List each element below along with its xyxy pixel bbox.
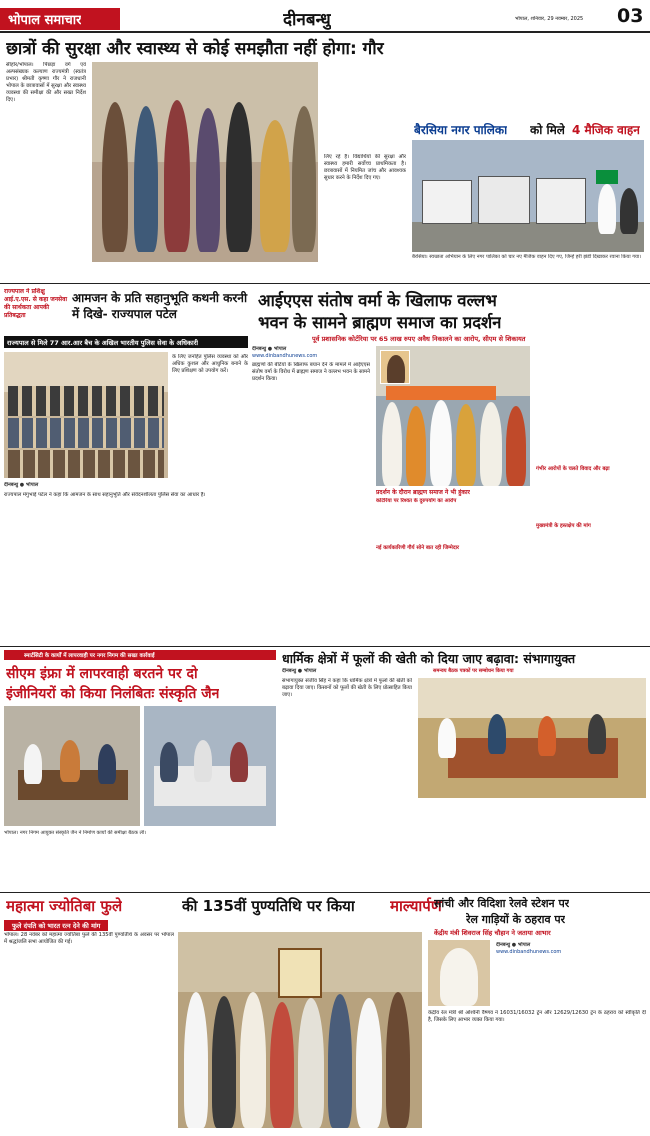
story-phule-tag: फुले दंपति को भारत रत्न देने की मांग	[4, 920, 108, 931]
story-governor-body-right: के लिए जनहित पुलिस व्यवस्था को और अधिक कुशल और आधुनिक बनाने के लिए प्रशिक्षण को उपयोग करें।	[172, 354, 248, 374]
story-phule-photo	[178, 932, 422, 1128]
story-rail-body: केंद्रीय रेल मंत्री श्री अश्विनी वैष्णव ने 16031/16032 ट्रेन और 12629/12630 ट्रेन के ठहराव को स्वीकृति दी है, जिसके लिए आभार व्यक्त किया गया।	[428, 1010, 646, 1023]
story-phule-body: भोपाल। 28 नवंबर को महात्मा ज्योतिबा फुले की 135वीं पुण्यतिथि के अवसर पर भोपाल में श्रद्धांजलि सभा आयोजित की गई।	[4, 932, 174, 945]
photo-person	[538, 716, 556, 756]
story-rail-headline-2: रेल गाड़ियों के ठहराव पर	[466, 913, 566, 926]
story-protest-col4	[536, 346, 646, 636]
photo-person	[382, 402, 402, 486]
story-vehicles-photo	[412, 140, 644, 252]
photo-person	[196, 108, 220, 252]
story-vehicles-headline-b: को मिले	[530, 123, 565, 137]
photo-person	[506, 406, 526, 486]
photo-person	[270, 1002, 294, 1128]
story-rail-subhead: केंद्रीय मंत्री शिवराज सिंह चौहान ने जताया आभार	[434, 929, 551, 937]
photo-person	[588, 714, 606, 754]
story-phule-headline-a: महात्मा ज्योतिबा फुले	[6, 897, 123, 915]
story-phule-headline-c: माल्यार्पण	[390, 897, 442, 915]
story-protest-caption: प्रदर्शन के दौरान ब्राह्मण समाज ने भी हुंकार	[376, 489, 470, 496]
photo-person	[184, 992, 208, 1128]
portrait-person	[440, 948, 478, 1006]
photo-person	[134, 106, 158, 252]
story-protest-subhead: पूर्व प्रशासनिक कोर्टरिया पर 65 लाख रुपए अवैध निकालने का आरोप, सीएम से शिकायत	[312, 335, 526, 343]
photo-row	[8, 418, 164, 448]
story-protest-col3	[376, 498, 502, 638]
story-rail-web: www.dinbandhunews.com	[496, 949, 562, 955]
photo-person	[328, 994, 352, 1128]
photo-person	[230, 742, 248, 782]
divider	[0, 646, 650, 647]
story-governor-photo	[4, 352, 168, 478]
photo-person	[212, 996, 236, 1128]
story-infra-photo-left	[4, 706, 140, 826]
story-protest-col3-heading-2: नई कार्यकारिणी गौर्य सोने बात रही जिम्मेदार	[376, 545, 460, 551]
story-governor	[4, 288, 248, 643]
photo-person	[226, 102, 252, 252]
inset-portrait	[387, 355, 405, 384]
photo-person	[438, 718, 456, 758]
story-protest-photo-inset	[380, 350, 410, 384]
portrait-frame	[278, 948, 322, 998]
story-protest-col4-heading-b: गंभीर आरोपों के चलते विवाद और बढ़ा	[536, 466, 610, 472]
story-phule-headline-b: की 135वीं पुण्यतिथि पर किया	[182, 897, 355, 915]
photo-person	[260, 120, 290, 252]
story-governor-kicker: राज्यपाल ने प्रशिक्षु आई.ए.एस. से कहा जनसेवा की सार्थकता आपकी प्रतिबद्धता	[4, 288, 68, 319]
story-railway-halt	[428, 896, 646, 1132]
story-protest-headline-1: आईएएस संतोष वर्मा के खिलाफ वल्लभ	[258, 291, 497, 310]
photo-person	[102, 102, 128, 252]
page-number: 03	[617, 5, 644, 27]
story-hostel-safety	[6, 36, 406, 276]
vehicle	[536, 178, 586, 224]
photo-person	[406, 406, 426, 486]
story-hostel-photo	[92, 62, 318, 262]
photo-person	[430, 400, 452, 486]
photo-row	[8, 450, 164, 478]
story-governor-body: राज्यपाल मंगुभाई पटेल ने कहा कि आमजन के साथ सहानुभूति और संवेदनशीलता पुलिस सेवा का आधार है।	[4, 492, 206, 498]
photo-person	[356, 998, 382, 1128]
story-infra-kicker: स्मार्टसिटी के कार्यों में लापरवाही पर नगर निगम की सख्त कार्रवाई	[24, 653, 155, 659]
photo-person	[164, 100, 190, 252]
photo-person	[24, 744, 42, 784]
story-flower-farming	[280, 650, 646, 890]
vehicle	[478, 176, 530, 224]
story-protest-headline-2: भवन के सामने ब्राह्मण समाज का प्रदर्शन	[258, 313, 502, 332]
story-infra-photo-right	[144, 706, 276, 826]
masthead-rule	[0, 31, 650, 33]
photo-row	[8, 386, 164, 416]
story-protest-byline: दीनबन्धु ● भोपाल	[252, 346, 287, 352]
photo-person	[488, 714, 506, 754]
story-protest-col3-heading: कोर्टरिया पर रिश्वत के दुरुपयोग का आरोप	[376, 498, 457, 504]
divider	[0, 283, 650, 284]
story-rail-byline: दीनबन्धु ● भोपाल	[496, 942, 531, 948]
photo-person	[386, 992, 410, 1128]
photo-person	[240, 992, 266, 1128]
story-hostel-body: सीहोर/भोपाल। पिछड़ा वर्ग एवं अल्पसंख्यक कल्याण राज्यमंत्री (स्वतंत्र प्रभार) श्रीमती कृष्णा गौर ने राजधानी भोपाल के छात्रावासों में सुरक्षा और स्वास्थ्य व्यवस्था की समीक्षा की और सख्त निर्देश दिए।	[6, 62, 86, 103]
photo-person	[98, 744, 116, 784]
photo-person	[480, 402, 502, 486]
masthead-paper-name: दीनबन्धु	[283, 10, 331, 30]
story-infra-caption: भोपाल। नगर निगम आयुक्त संस्कृति जैन ने निर्माण कार्यों की समीक्षा बैठक ली।	[4, 830, 147, 836]
photo-wall	[418, 678, 646, 718]
story-infra-headline-2: इंजीनियरों को किया निलंबितः संस्कृति जैन	[6, 686, 220, 702]
photo-person	[160, 742, 178, 782]
photo-person	[292, 106, 316, 252]
story-governor-subhead: राज्यपाल से मिले 77 आर.आर बैच के अखिल भारतीय पुलिस सेवा के अधिकारी	[7, 339, 199, 347]
story-magic-vehicles	[412, 118, 644, 278]
story-jyotiba-phule	[4, 896, 442, 1132]
story-flower-byline: दीनबन्धु ● भोपाल	[282, 668, 317, 674]
story-vehicles-headline-a: बैरसिया नगर पालिका	[414, 123, 508, 137]
banner	[386, 386, 496, 400]
story-rail-headline-1: सांची और विदिशा रेलवे स्टेशन पर	[434, 897, 570, 910]
photo-person	[456, 404, 476, 486]
story-infra-headline-1: सीएम इंफ्रा में लापरवाही बरतने पर दो	[6, 666, 198, 682]
masthead-section: भोपाल समाचार	[8, 13, 82, 28]
photo-person	[620, 188, 638, 234]
masthead	[0, 0, 650, 33]
masthead-date: भोपाल, शनिवार, 29 नवम्बर, 2025	[515, 16, 584, 22]
story-ias-protest	[252, 288, 646, 643]
story-protest-body: ब्राह्मणों की बेटियों के खिलाफ बयान देने के मामले में आईएएस संतोष वर्मा के विरोध में ब्राह्मण समाज ने वल्लभ भवन के सामने प्रदर्शन किया।	[252, 362, 370, 382]
story-protest-web: www.dinbandhunews.com	[252, 353, 318, 359]
story-governor-headline: आमजन के प्रति सहानुभूति कथनी करनी में दिखे- राज्यपाल पटेल	[72, 291, 248, 321]
story-vehicles-caption: बैरसिया। स्वच्छता अभियान के लिए नगर पालिका को चार नए मैजिक वाहन दिए गए, जिन्हें हरी झंडी दिखाकर रवाना किया गया।	[412, 254, 642, 260]
story-vehicles-headline-c: 4 मैजिक वाहन	[572, 123, 640, 137]
divider	[0, 892, 650, 893]
story-flower-tag: समन्वय बैठक पत्रकों पर सम्बोधन किया गया	[433, 668, 514, 674]
story-flower-headline: धार्मिक क्षेत्रों में फूलों की खेती को दिया जाए बढ़ावा: संभागायुक्त	[282, 651, 576, 666]
photo-person	[194, 740, 212, 782]
story-protest-col4-heading-a: मुख्यमंत्री के हस्तक्षेप की मांग	[536, 523, 591, 529]
story-cm-infra	[4, 650, 276, 890]
story-hostel-headline: छात्रों की सुरक्षा और स्वास्थ्य से कोई समझौता नहीं होगा: गौर	[6, 39, 384, 59]
story-governor-byline: दीनबन्धु ● भोपाल	[4, 482, 39, 488]
vehicle	[422, 180, 472, 224]
story-flower-photo	[418, 678, 646, 798]
photo-person	[598, 184, 616, 234]
photo-person	[298, 998, 324, 1128]
story-flower-body: संभागायुक्त संजीव सिंह ने कहा कि धार्मिक क्षेत्रों में फूलों की खेती को बढ़ावा दिया जाए। किसानों को फूलों की खेती के लिए प्रोत्साहित किया जाए।	[282, 678, 412, 698]
photo-person	[60, 740, 80, 782]
story-rail-portrait	[428, 940, 490, 1006]
flag	[596, 170, 618, 184]
story-hostel-body-continued: लिए रहे हैं। विद्यार्थियों की सुरक्षा और स्वास्थ्य हमारी सर्वोच्च प्राथमिकता है। छात्रावासों में नियमित जांच और आवश्यक सुधार करने के निर्देश दिए गए।	[324, 154, 406, 181]
